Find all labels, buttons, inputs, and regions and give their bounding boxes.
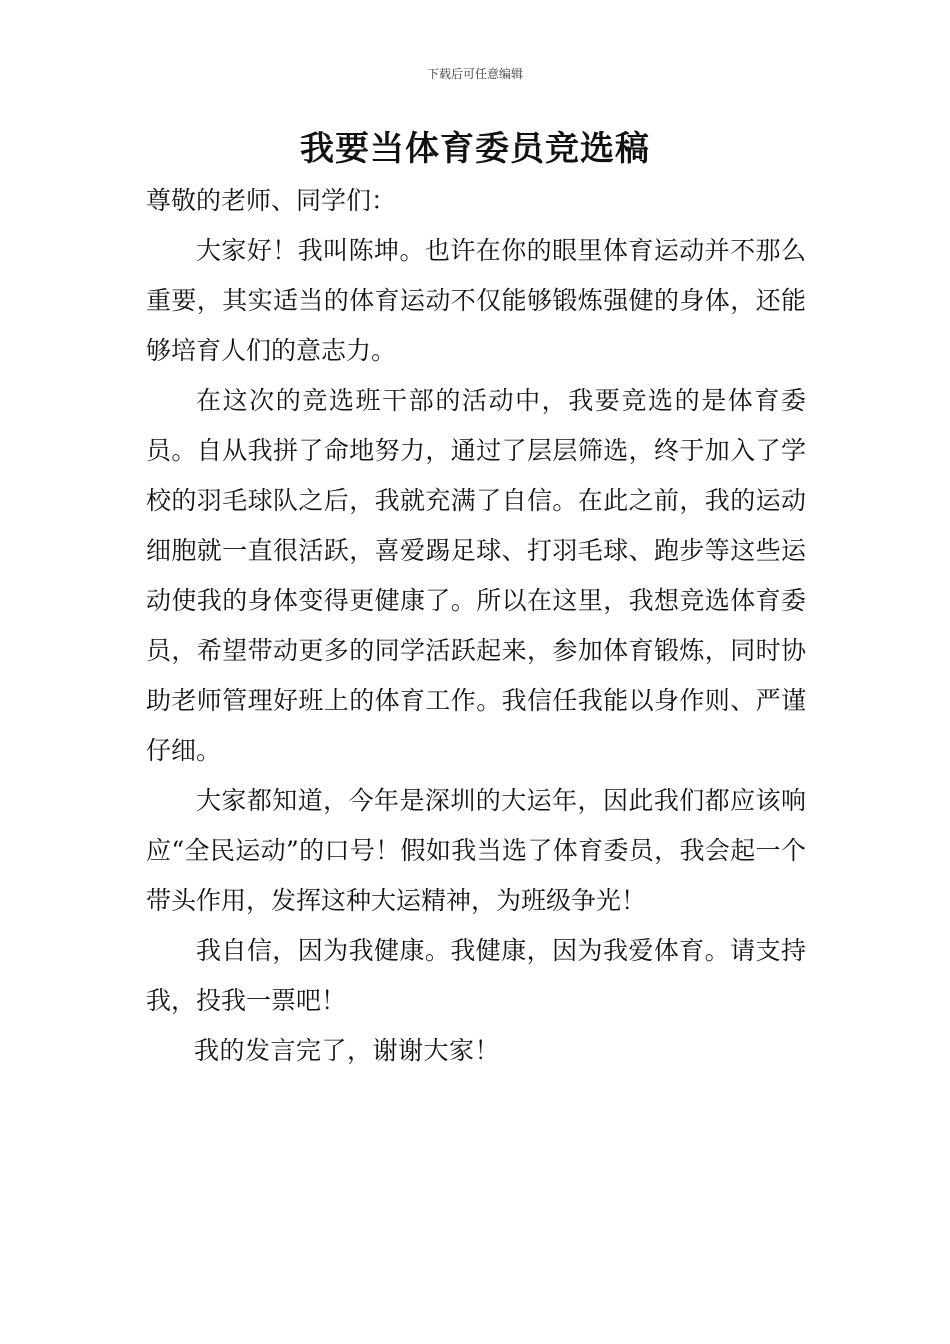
paragraph-2: 在这次的竞选班干部的活动中，我要竞选的是体育委员。自从我拼了命地努力，通过了层层筛选，终于加入了学校的羽毛球队之后，我就充满了自信。在此之前，我的运动细胞就一直很活跃，喜爱踢足球、打羽毛球、跑步等这些运动使我的身体变得更健康了。所以在这里，我想竞选体育委员，希望带动更多的同学活跃起来，参加体育锻炼，同时协助老师管理好班上的体育工作。我信任我能以身作则、严谨仔细。 — [146, 386, 806, 765]
salutation: 尊敬的老师、同学们： — [146, 186, 397, 215]
paragraph-1: 大家好！我叫陈坤。也许在你的眼里体育运动并不那么重要，其实适当的体育运动不仅能够锻炼强健的身体，还能够培育人们的意志力。 — [146, 236, 806, 365]
document-body — [146, 176, 806, 1076]
paragraph-5: 我的发言完了，谢谢大家！ — [194, 1036, 501, 1065]
paragraph-3: 大家都知道，今年是深圳的大运年，因此我们都应该响应“全民运动”的口号！假如我当选了体育委员，我会起一个带头作用，发挥这种大运精神，为班级争光！ — [146, 786, 806, 915]
paragraph-4: 我自信，因为我健康。我健康，因为我爱体育。请支持我，投我一票吧！ — [146, 936, 806, 1015]
document-title: 我要当体育委员竞选稿 — [300, 129, 650, 169]
header-note: 下载后可任意编辑 — [426, 67, 523, 81]
